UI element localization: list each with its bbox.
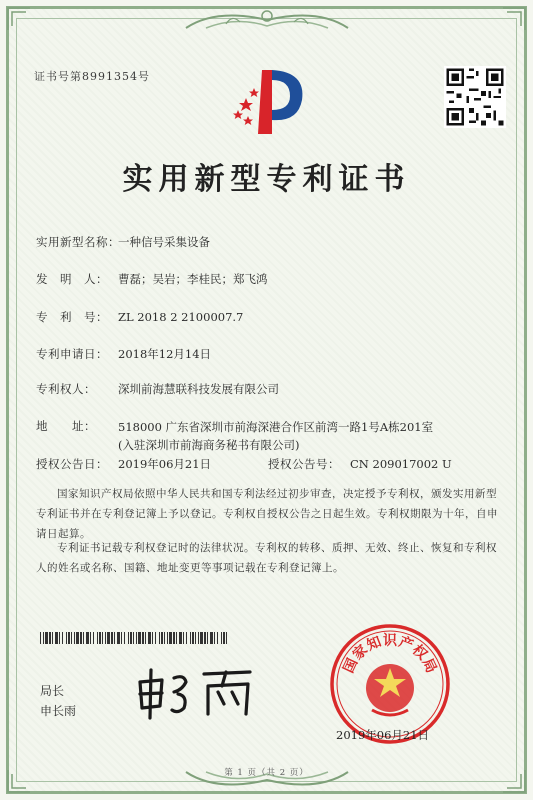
barcode-icon (40, 632, 230, 644)
seal-character: 国 (340, 656, 362, 676)
grant-number: CN 209017002 U (350, 457, 452, 471)
field-label: 地 址： (36, 419, 96, 433)
grant-date: 2019年06月21日 (118, 457, 212, 471)
inventor-row (36, 271, 268, 287)
corner-ornament-icon (6, 6, 32, 32)
seal-character: 知 (364, 633, 384, 655)
patent-number-row (36, 309, 243, 325)
utility-model-name: 一种信号采集设备 (118, 235, 210, 249)
notice-paragraph: 专利证书记载专利权登记时的法律状况。专利权的转移、质押、无效、终止、恢复和专利权人的姓名或名称、国籍、地址变更等事项记载在专利登记簿上。 (36, 542, 497, 574)
seal-date: 2019年06月21日 (336, 728, 430, 742)
patentee-row (36, 381, 279, 397)
director-title: 局长 (40, 684, 65, 698)
director-name: 申长雨 (40, 704, 77, 718)
statement-paragraph: 国家知识产权局依照中华人民共和国专利法经过初步审查，决定授予专利权，颁发实用新型专利证书并在专利登记簿上予以登记。专利权自授权公告之日起生效。专利权期限为十年，自申请日起算。 (36, 488, 498, 540)
field-label: 发 明 人： (36, 272, 108, 286)
certificate-number: 证书号第8991354号 (34, 70, 150, 83)
field-label: 授权公告日： (36, 457, 108, 471)
seal-character: 产 (396, 633, 416, 655)
seal-character: 权 (408, 642, 431, 664)
field-label: 实用新型名称： (36, 235, 120, 249)
inventors: 曹磊；吴岩；李桂民；郑飞鸿 (118, 272, 268, 286)
filing-date: 2018年12月14日 (118, 347, 212, 361)
address: 518000 广东省深圳市前海深港合作区前湾一路1号A栋201室(入驻深圳市前海商务秘书有限公司) (118, 420, 434, 452)
seal-character: 识 (383, 633, 397, 649)
page-number: 第 1 页（共 2 页） (224, 768, 309, 778)
grant-number-row (268, 456, 452, 472)
field-label: 授权公告号： (268, 457, 340, 471)
corner-ornament-icon (501, 6, 527, 32)
seal-character: 局 (418, 656, 440, 676)
patentee: 深圳前海慧联科技发展有限公司 (118, 382, 279, 396)
qr-code-icon[interactable] (444, 66, 506, 128)
signature-icon (132, 664, 262, 720)
field-label: 专利申请日： (36, 347, 108, 361)
filing-date-row (36, 346, 211, 362)
address-row (36, 418, 118, 434)
field-label: 专利权人： (36, 382, 96, 396)
grant-date-row (36, 456, 211, 472)
field-label: 专 利 号： (36, 310, 108, 324)
top-ornament-icon (176, 6, 358, 34)
cnipa-logo-icon (228, 62, 308, 142)
seal-character: 家 (349, 642, 372, 664)
patent-number: ZL 2018 2 2100007.7 (118, 310, 244, 324)
document-title: 实用新型专利证书 (122, 162, 411, 197)
utility-model-name-row (36, 234, 210, 250)
